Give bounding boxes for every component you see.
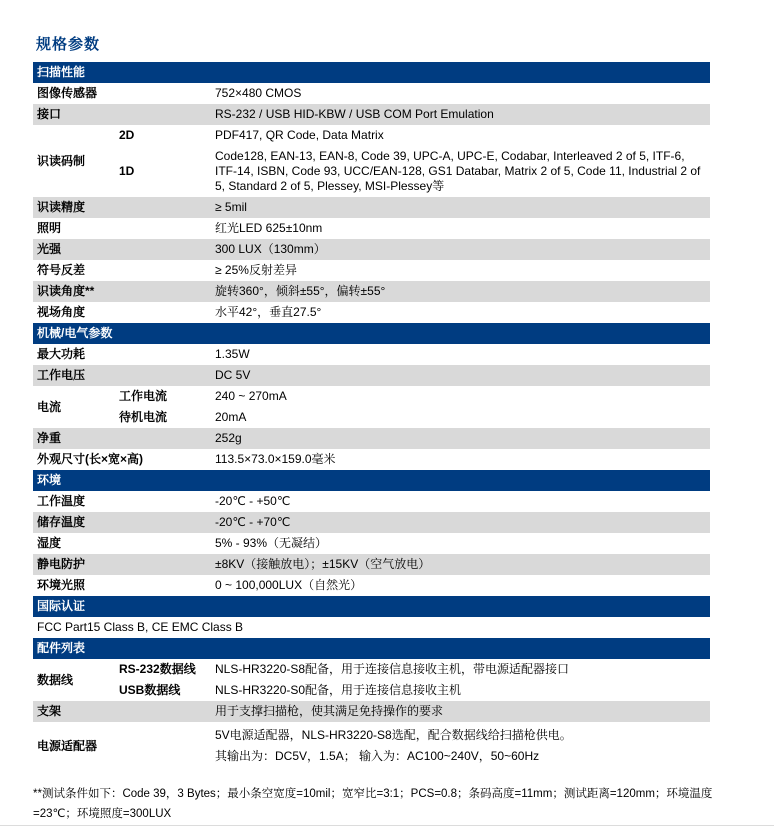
row-value: NLS-HR3220-S0配备，用于连接信息接收主机 [215, 683, 462, 697]
spec-subrow [119, 365, 710, 386]
row-sublabel [119, 722, 215, 770]
row-value: ≥ 5mil [215, 200, 247, 214]
row-subrows [119, 125, 710, 197]
row-label: 数据线 [37, 672, 74, 687]
spec-subrow [119, 197, 710, 218]
spec-row [33, 617, 710, 638]
row-label: 识读码制 [37, 153, 86, 168]
row-label: 照明 [37, 221, 62, 235]
page-bottom-divider [0, 825, 774, 826]
row-label: 最大功耗 [37, 347, 86, 361]
row-value: 红光LED 625±10nm [215, 221, 323, 235]
spec-subrow [119, 239, 710, 260]
spec-row [33, 554, 710, 575]
row-value: NLS-HR3220-S8配备，用于连接信息接收主机，带电源适配器接口 [215, 662, 570, 676]
footnote: **测试条件如下：Code 39，3 Bytes；最小条空宽度=10mil；宽窄比=3:1；PCS=0.8；条码高度=11mm；测试距离=120mm；环境温度=23℃；环境照度=300LUX [33, 788, 713, 820]
row-sublabel [119, 533, 215, 554]
spec-row [33, 281, 710, 302]
spec-subrow [119, 449, 710, 470]
spec-row [33, 302, 710, 323]
row-subrows [119, 659, 710, 701]
row-label: 环境光照 [37, 578, 86, 592]
spec-subrow [119, 260, 710, 281]
page-title: 规格参数 [36, 36, 101, 53]
spec-subrow [119, 575, 710, 596]
row-subrows [119, 260, 710, 281]
row-subrows [119, 449, 710, 470]
spec-row [33, 449, 710, 470]
row-label: 湿度 [37, 536, 62, 550]
spec-subrow [119, 659, 710, 680]
spec-row [33, 491, 710, 512]
row-subrows [119, 428, 710, 449]
spec-subrow [119, 407, 710, 428]
row-subrows [119, 302, 710, 323]
row-sublabel: 待机电流 [119, 410, 168, 424]
row-sublabel: 工作电流 [119, 389, 168, 403]
spec-subrow [119, 722, 710, 770]
row-subrows [119, 218, 710, 239]
spec-row [33, 722, 710, 770]
section-header: 扫描性能 [33, 62, 710, 83]
spec-subrow [119, 491, 710, 512]
row-sublabel: USB数据线 [119, 683, 181, 697]
row-subrows [119, 104, 710, 125]
row-value: PDF417, QR Code, Data Matrix [215, 128, 384, 142]
row-sublabel [119, 197, 215, 218]
spec-subrow [119, 104, 710, 125]
spec-row [33, 104, 710, 125]
row-label: 电流 [37, 399, 62, 414]
row-sublabel [119, 104, 215, 125]
row-label: 接口 [37, 107, 62, 121]
section-header: 配件列表 [33, 638, 710, 659]
row-sublabel [119, 428, 215, 449]
row-value: 113.5×73.0×159.0毫米 [215, 452, 336, 466]
row-subrows [119, 83, 710, 104]
row-value: 5% - 93%（无凝结） [215, 536, 328, 550]
row-sublabel: 2D [119, 128, 135, 142]
row-subrows [119, 197, 710, 218]
spec-subrow [119, 146, 710, 197]
section-header: 环境 [33, 470, 710, 491]
row-subrows [119, 701, 710, 722]
row-value: 旋转360°，倾斜±55°，偏转±55° [215, 284, 386, 298]
row-label: 静电防护 [37, 557, 86, 571]
row-sublabel [119, 701, 215, 722]
row-subrows [119, 386, 710, 428]
row-sublabel: RS-232数据线 [119, 662, 196, 676]
row-subrows [119, 281, 710, 302]
row-sublabel [119, 302, 215, 323]
row-sublabel [119, 344, 215, 365]
row-value: 752×480 CMOS [215, 86, 302, 100]
row-label: 识读精度 [37, 200, 86, 214]
row-value-line: 其输出为：DC5V，1.5A； 输入为：AC100~240V，50~60Hz [215, 749, 540, 763]
row-sublabel [119, 83, 215, 104]
row-label: 支架 [37, 704, 62, 718]
row-subrows [119, 512, 710, 533]
spec-row [33, 386, 710, 428]
row-value: 1.35W [215, 347, 250, 361]
row-label: 工作电压 [37, 368, 86, 382]
row-full-value: FCC Part15 Class B, CE EMC Class B [37, 620, 244, 634]
spec-subrow [119, 512, 710, 533]
spec-row [33, 512, 710, 533]
row-sublabel [119, 365, 215, 386]
spec-row [33, 344, 710, 365]
spec-subrow [119, 386, 710, 407]
spec-row [33, 125, 710, 197]
row-subrows [119, 239, 710, 260]
row-value: 水平42°，垂直27.5° [215, 305, 322, 319]
row-value: 240 ~ 270mA [215, 389, 287, 403]
row-value: DC 5V [215, 368, 251, 382]
row-value: -20℃ - +70℃ [215, 515, 291, 529]
row-label: 光强 [37, 242, 62, 256]
row-sublabel [119, 449, 215, 470]
spec-subrow [119, 281, 710, 302]
spec-subrow [119, 533, 710, 554]
row-subrows [119, 533, 710, 554]
row-value: RS-232 / USB HID-KBW / USB COM Port Emulation [215, 107, 494, 121]
row-label: 电源适配器 [37, 738, 98, 753]
row-sublabel [119, 491, 215, 512]
row-subrows [119, 554, 710, 575]
row-value: ±8KV（接触放电）；±15KV（空气放电） [215, 557, 431, 571]
row-value: 用于支撑扫描枪，使其满足免持操作的要求 [215, 704, 444, 718]
row-value: 252g [215, 431, 242, 445]
row-label: 视场角度 [37, 305, 86, 319]
row-sublabel [119, 218, 215, 239]
spec-subrow [119, 344, 710, 365]
row-sublabel [119, 260, 215, 281]
row-subrows [119, 365, 710, 386]
row-subrows [119, 344, 710, 365]
row-sublabel [119, 554, 215, 575]
spec-subrow [119, 125, 710, 146]
row-sublabel [119, 239, 215, 260]
spec-row [33, 197, 710, 218]
row-value: -20℃ - +50℃ [215, 494, 291, 508]
row-label: 工作温度 [37, 494, 86, 508]
spec-subrow [119, 302, 710, 323]
spec-row [33, 533, 710, 554]
spec-row [33, 83, 710, 104]
spec-subrow [119, 554, 710, 575]
row-subrows [119, 491, 710, 512]
spec-row [33, 575, 710, 596]
row-value: ≥ 25%反射差异 [215, 263, 297, 277]
row-value: Code128, EAN-13, EAN-8, Code 39, UPC-A, UPC-E, Codabar, Interleaved 2 of 5, ITF-6, ITF-14, ISBN, Code 93, UCC/EAN-128, GS1 Databar, Matrix 2 of 5, Code 11, Industrial 2 of 5, Standard 2 of 5, Plessey, MSI-Plessey等 [215, 149, 701, 193]
row-label: 识读角度** [37, 284, 95, 298]
spec-table [33, 62, 710, 770]
row-value: 20mA [215, 410, 247, 424]
row-label: 储存温度 [37, 515, 86, 529]
spec-row [33, 701, 710, 722]
row-value: 0 ~ 100,000LUX（自然光） [215, 578, 363, 592]
row-label: 外观尺寸(长×宽×高) [37, 452, 144, 466]
row-subrows [119, 575, 710, 596]
spec-subrow [119, 428, 710, 449]
row-label: 图像传感器 [37, 86, 98, 100]
spec-subrow [119, 83, 710, 104]
row-subrows [119, 722, 710, 770]
spec-row [33, 428, 710, 449]
row-label: 净重 [37, 431, 62, 445]
row-value-line: 5V电源适配器，NLS-HR3220-S8选配，配合数据线给扫描枪供电。 [215, 728, 572, 742]
section-header: 机械/电气参数 [33, 323, 710, 344]
spec-subrow [119, 218, 710, 239]
row-sublabel [119, 512, 215, 533]
section-header: 国际认证 [33, 596, 710, 617]
row-sublabel [119, 281, 215, 302]
row-label: 符号反差 [37, 263, 86, 277]
spec-row [33, 260, 710, 281]
spec-subrow [119, 680, 710, 701]
spec-row [33, 239, 710, 260]
spec-row [33, 218, 710, 239]
row-sublabel: 1D [119, 164, 135, 178]
row-value [215, 722, 710, 770]
spec-row [33, 659, 710, 701]
spec-row [33, 365, 710, 386]
row-sublabel [119, 575, 215, 596]
row-value: 300 LUX（130mm） [215, 242, 326, 256]
spec-subrow [119, 701, 710, 722]
